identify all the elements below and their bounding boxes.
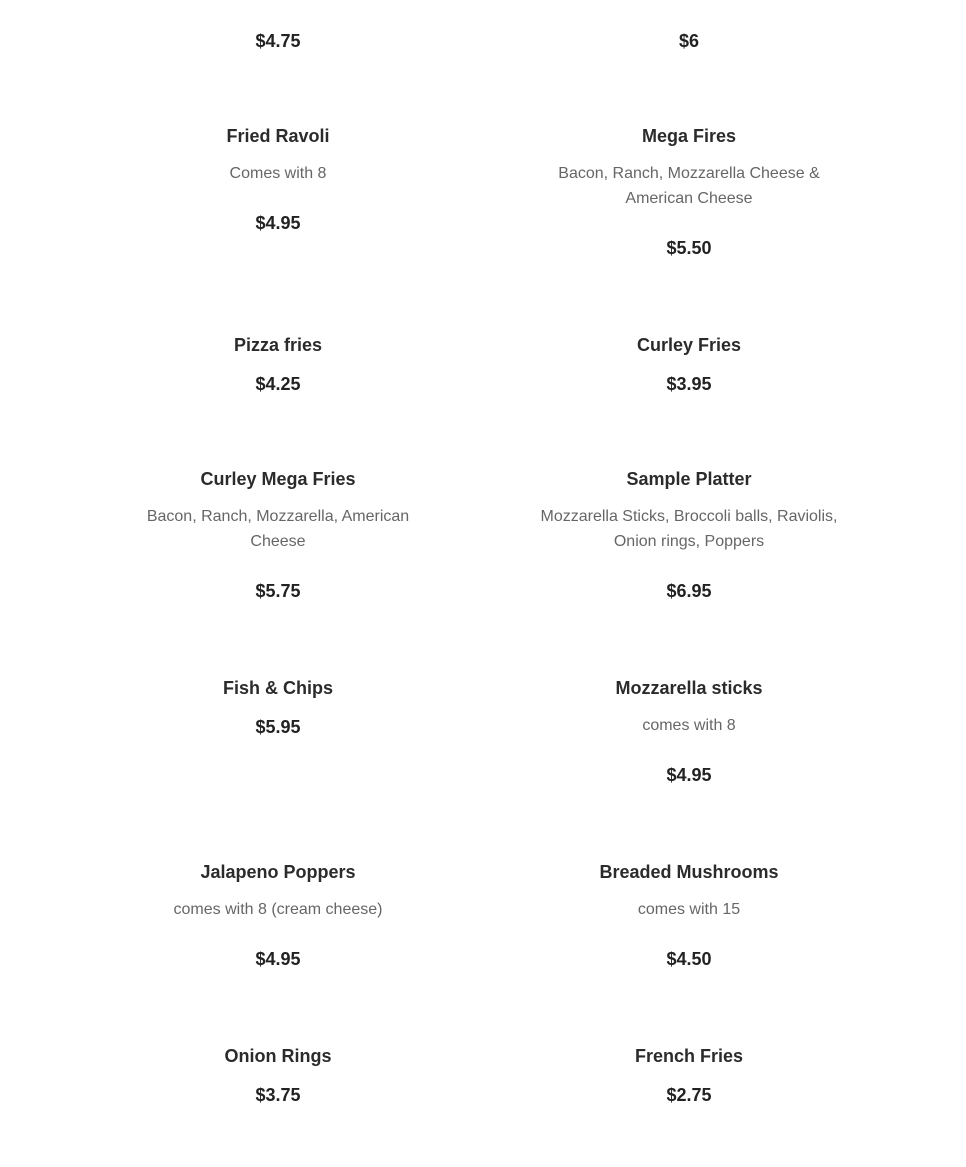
item-price: $6	[678, 31, 700, 51]
item-name: Pizza fries	[233, 335, 323, 355]
item-price: $4.25	[255, 374, 301, 394]
menu-item-onion-rings	[128, 1045, 428, 1106]
menu-item-mega-fires	[539, 125, 839, 259]
item-price: $4.95	[255, 949, 301, 969]
menu-item-breaded-mushrooms	[539, 861, 839, 970]
item-name: Mozzarella sticks	[615, 678, 763, 698]
menu-item-curley-fries	[539, 334, 839, 395]
item-price: $4.50	[666, 949, 712, 969]
menu-item-jalapeno-poppers	[128, 861, 428, 970]
item-description: comes with 15	[637, 901, 741, 918]
item-description: Comes with 8	[229, 165, 327, 182]
item-price: $5.75	[255, 581, 301, 601]
item-price: $3.95	[666, 374, 712, 394]
item-description: Bacon, Ranch, Mozzarella Cheese & American Cheese	[558, 165, 820, 207]
item-name: French Fries	[634, 1046, 744, 1066]
item-description: comes with 8 (cream cheese)	[173, 901, 383, 918]
menu-item-fried-ravoli	[128, 125, 428, 234]
item-name: Onion Rings	[224, 1046, 332, 1066]
item-price: $2.75	[666, 1085, 712, 1105]
item-name: Fried Ravoli	[226, 126, 330, 146]
item-price: $4.75	[255, 31, 301, 51]
item-description: comes with 8	[642, 717, 736, 734]
item-price: $3.75	[255, 1085, 301, 1105]
item-price: $4.95	[666, 765, 712, 785]
item-price: $6.95	[666, 581, 712, 601]
item-name: Fish & Chips	[222, 678, 333, 698]
menu-item-pizza-fries	[128, 334, 428, 395]
item-price: $4.95	[255, 213, 301, 233]
menu-item	[539, 30, 839, 52]
menu-item	[128, 30, 428, 52]
item-name: Jalapeno Poppers	[200, 862, 356, 882]
menu-item-curley-mega-fries	[128, 468, 428, 602]
menu-item-mozzarella-sticks	[539, 677, 839, 786]
item-name: Sample Platter	[626, 469, 752, 489]
menu-item-fish-chips	[128, 677, 428, 738]
menu-item-sample-platter	[539, 468, 839, 602]
item-name: Curley Mega Fries	[200, 469, 356, 489]
item-description: Mozzarella Sticks, Broccoli balls, Raviolis, Onion rings, Poppers	[540, 508, 838, 550]
item-description: Bacon, Ranch, Mozzarella, American Cheese	[146, 508, 410, 550]
item-price: $5.95	[255, 717, 301, 737]
item-name: Breaded Mushrooms	[599, 862, 779, 882]
item-name: Curley Fries	[636, 335, 742, 355]
menu-item-french-fries	[539, 1045, 839, 1106]
item-price: $5.50	[666, 238, 712, 258]
item-name: Mega Fires	[641, 126, 737, 146]
